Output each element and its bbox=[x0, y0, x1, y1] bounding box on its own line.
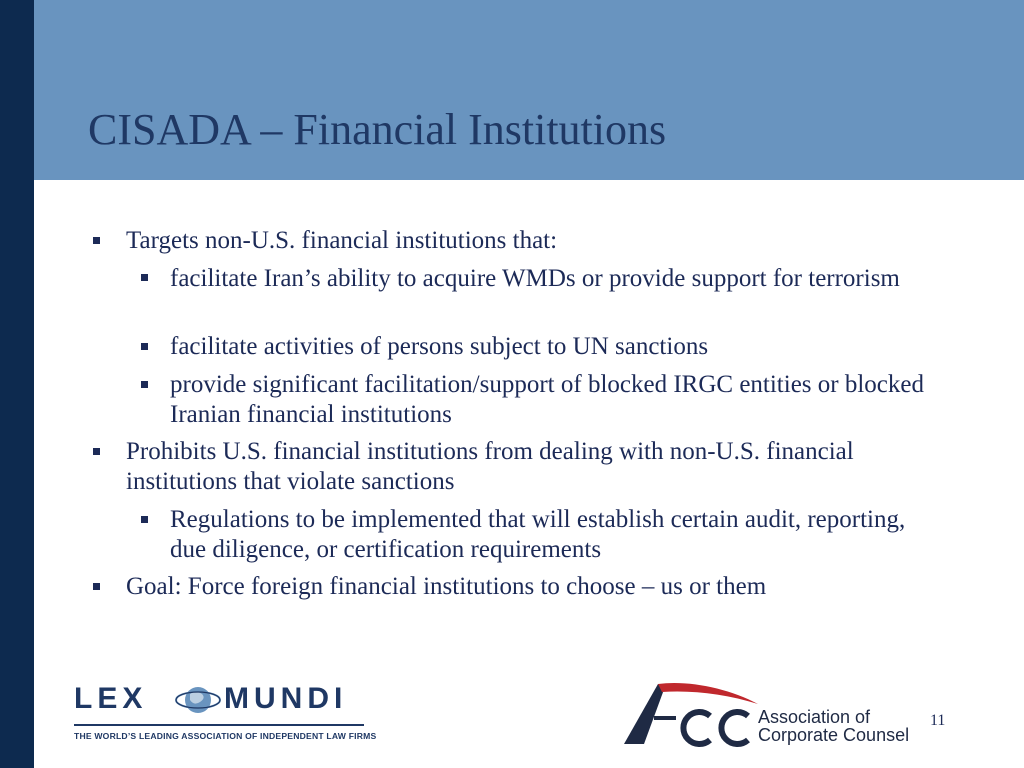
sub-bullet-marker bbox=[141, 516, 148, 523]
sub-bullet-item: facilitate activities of persons subject to UN sanctions bbox=[170, 333, 709, 360]
lex-logo-rule bbox=[74, 724, 364, 726]
acc-logo-line2: Corporate Counsel bbox=[758, 725, 910, 745]
sub-bullet-item: provide significant facilitation/support of blocked IRGC entities or blocked Iranian financial institutions bbox=[170, 371, 924, 428]
sub-bullet-item: facilitate Iran’s ability to acquire WMDs or provide support for terrorism bbox=[170, 265, 900, 292]
lex-logo-tagline: THE WORLD’S LEADING ASSOCIATION OF INDEPENDENT LAW FIRMS bbox=[74, 731, 377, 741]
acc-mark-icon bbox=[618, 678, 758, 748]
bullet-item: Goal: Force foreign financial institutions to choose – us or them bbox=[126, 573, 767, 600]
bullet-item: Prohibits U.S. financial institutions from dealing with non-U.S. financial institutions that violate sanctions bbox=[126, 438, 854, 495]
acc-logo-text bbox=[758, 708, 909, 744]
bullet-marker bbox=[93, 237, 100, 244]
acc-logo bbox=[618, 678, 918, 748]
globe-icon bbox=[174, 680, 222, 720]
slide-title: CISADA – Financial Institutions bbox=[88, 105, 667, 154]
lex-logo-word-left: LEX bbox=[74, 682, 148, 715]
sub-bullet-marker bbox=[141, 274, 148, 281]
acc-logo-line1: Association of bbox=[758, 707, 871, 727]
bullet-marker bbox=[93, 583, 100, 590]
bullet-marker bbox=[93, 448, 100, 455]
lex-logo-word-right: MUNDI bbox=[224, 682, 348, 715]
bullet-item: Targets non-U.S. financial institutions that: bbox=[126, 227, 558, 254]
sub-bullet-marker bbox=[141, 381, 148, 388]
page-number: 11 bbox=[930, 712, 946, 729]
sub-bullet-marker bbox=[141, 343, 148, 350]
sub-bullet-item: Regulations to be implemented that will establish certain audit, reporting, due diligence, or certification requirements bbox=[170, 506, 906, 563]
footer bbox=[34, 660, 1024, 768]
left-accent-bar bbox=[0, 0, 34, 768]
lex-mundi-logo bbox=[74, 680, 377, 741]
